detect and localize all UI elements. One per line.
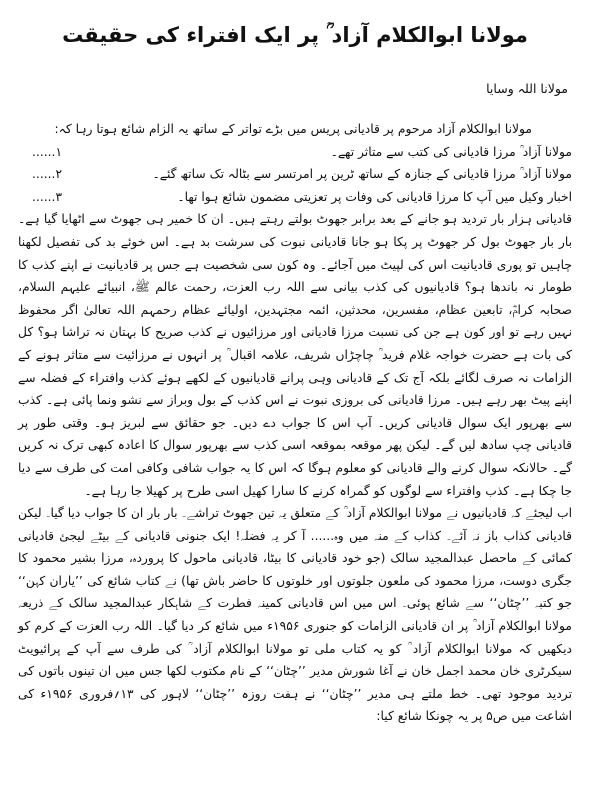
list-item-text: مولانا آزاد ؒ مرزا قادیانی کے جنازہ کے ساتھ ٹرین پر امرتسر سے بٹالہ تک ساتھ گئے۔	[152, 167, 572, 182]
list-item-number: ۲......	[32, 167, 63, 182]
author-name: مولانا اللہ وسایا	[486, 81, 568, 96]
list-item	[18, 163, 572, 186]
body-paragraph: قادیانی ہزار بار تردید ہو جانے کے بعد برابر جھوٹ بولتے رہتے ہیں۔ ان کا خمیر ہی جھوٹ سے اٹھایا گیا ہے۔ بار بار جھوٹ بول کر جھوٹ پر پکا ہو جانا قادیانی نبوت کی سرشت بد ہے۔ اس خوئے بد کی تفصیل لکھنا چاہیں تو پوری قادیانیت اس کی لپیٹ میں آجائے۔ وہ کون سی شخصیت ہے جس پر قادیانیت نے اپنے کذب کا طومار نہ باندھا ہو؟ قادیانیوں کی کذب بیانی سے اللہ رب العزت، رحمت عالم ﷺ، انبیائے علیہم السلام، صحابہ کرامؓ، تابعین عظام، مفسرین، محدثین، ائمہ مجتہدین، اولیائے عظام رحمہم اللہ تعالیٰ اگر محفوظ نہیں رہے تو اور کون ہے جن کی نسبت مرزا قادیانی اور مرزائیوں نے کذب صریح کا بہتان نہ تراشا ہو؟ کل کی بات ہے حضرت خواجہ غلام فرید ؒ چاچڑاں شریف، علامہ اقبال ؒ پر انہوں نے مرزائیت سے متاثر ہونے کے الزامات نہ صرف لگائے بلکہ آج تک کے قادیانی وہی پرانے قادیانیوں کے لکھے ہوئے کذب وافتراء کے فضلہ سے اپنے پیٹ بھر رہے ہیں۔ مرزا قادیانی کی بروزی نبوت نے اس کذب کے بول وبراز سے نشو ونما پائی ہے۔ کذب سے بھرپور ایک سوال قادیانی کریں۔ آپ اس کا جواب دے دیں۔ جو حقائق سے لبریز ہو۔ وقتی طور پر قادیانی چپ سادھ لیں گے۔ لیکن پھر موقعہ بموقعہ اسی کذب سے بھرپور سوال کا اعادہ کبھی ترک نہ کریں گے۔ حالانکہ سوال کرنے والے قادیانی کو معلوم ہوگا کہ اس کا یہ جواب شافی وکافی امت کی طرف سے دیا جا چکا ہے۔ کذب وافتراء سے لوگوں کو گمراہ کرنے کا سارا کھیل اسی طرح پر کھیلا جا رہا ہے۔	[18, 212, 572, 498]
list-item	[18, 186, 572, 209]
list-item	[18, 141, 572, 164]
allegation-list	[18, 141, 572, 209]
list-item-number: ۱......	[32, 144, 63, 159]
list-item-text: مولانا آزاد ؒ مرزا قادیانی کی کتب سے متاثر تھے۔	[330, 144, 572, 159]
intro-paragraph: مولانا ابوالکلام آزاد مرحوم پر قادیانی پریس میں بڑے تواتر کے ساتھ یہ الزام شائع ہوتا رہا کہ:	[54, 122, 532, 136]
list-item-number: ۳......	[32, 189, 63, 204]
list-item-text: اخبار وکیل میں آپ کا مرزا قادیانی کی وفات پر تعزیتی مضمون شائع ہوا تھا۔	[177, 189, 572, 204]
article-title: مولانا ابوالکلام آزاد ؒ پر ایک افتراء کی حقیقت	[62, 23, 528, 47]
body-paragraph: اب لیجئے کہ قادیانیوں نے مولانا ابوالکلام آزاد ؒ کے متعلق یہ تین جھوٹ تراشے۔ بار بار ان کا جواب دیا گیا۔ لیکن قادیانی کذاب باز نہ آئے۔ کذاب کے منہ میں وہ...... آ کر یہ فضلہ! ایک جنونی قادیانی کے بیٹے لیجئ قادیانی کمائی کے ماحصل عبدالمجید سالک (جو خود قادیانی کا بیٹا، قادیانی ماحول کا پروردہ، مرزا بشیر محمود کا جگری دوست، مرزا محمود کی ملعون جلوتوں اور خلوتوں کا حاضر باش تھا) نے کتاب شائع کی ’’یاران کہن‘‘ جو کتبہ ’’چٹان‘‘ سے شائع ہوئی۔ اس میں اس قادیانی کمینہ فطرت کے شاہکار عبدالمجید سالک کے ذریعہ مولانا ابوالکلام آزاد ؒ پر ان قادیانی الزامات کو جنوری ۱۹۵۶ء میں شائع کر دیا گیا۔ اللہ رب العزت کے کرم کو دیکھیں کہ مولانا ابوالکلام آزاد ؒ کو یہ کتاب ملی تو مولانا ابوالکلام آزاد ؒ کی طرف سے آپ کے پرائیویٹ سیکرٹری خان محمد اجمل خان نے آغا شورش مدیر ’’چٹان‘‘ کے نام مکتوب لکھا جس میں ان تینوں باتوں کی تردید موجود تھی۔ خط ملتے ہی مدیر ’’چٹان‘‘ نے ہفت روزہ ’’چٹان‘‘ لاہور کی ۱۳؍فروری ۱۹۵۶ء کی اشاعت میں ص۵ پر یہ چونکا شائع کیا:	[18, 506, 573, 724]
